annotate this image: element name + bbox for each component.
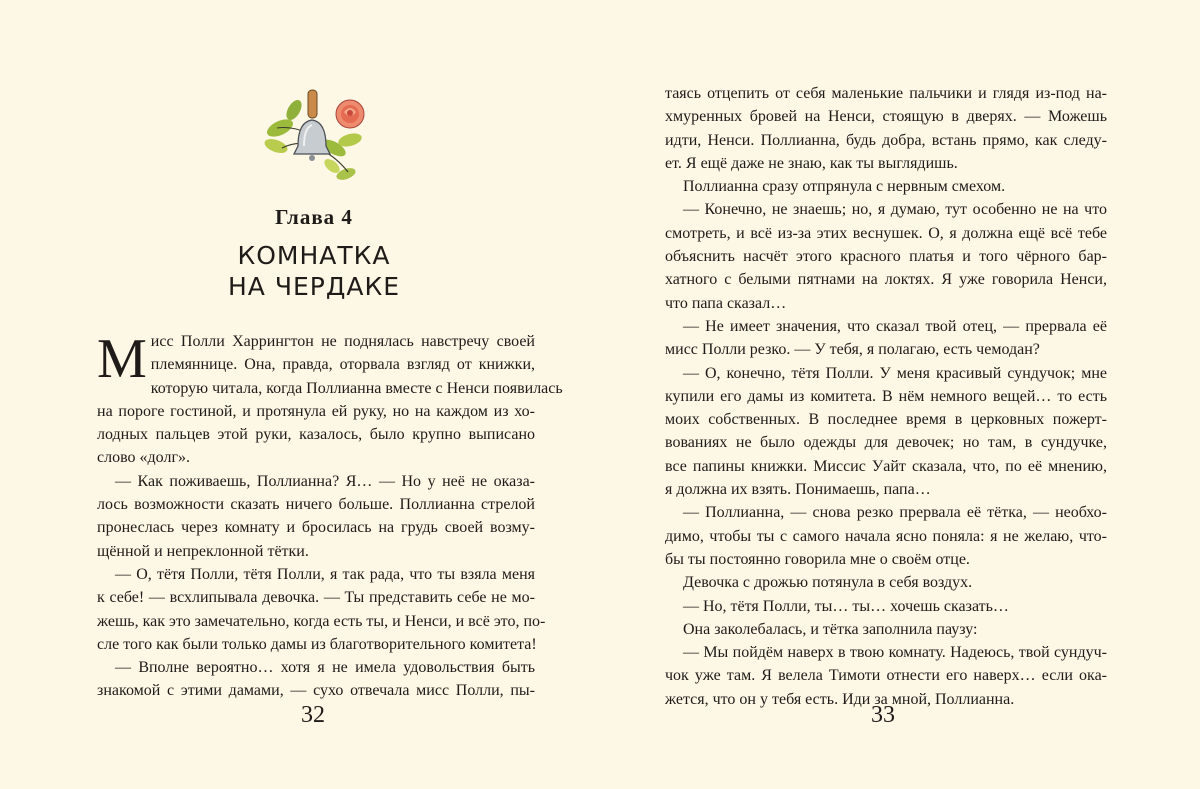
page-number: 33 <box>871 702 895 728</box>
chapter-title <box>0 240 628 302</box>
drop-cap: М <box>97 328 147 390</box>
text-line: я должна их взять. Понимаешь, папа… <box>665 481 931 499</box>
text-line: пронеслась через комнату и бросилась на грудь своей возму- <box>97 519 535 537</box>
text-line: — Не имеет значения, что сказал твой отец, — прервала её <box>683 317 1107 335</box>
text-line: мисс Полли резко. — У тебя, я полагаю, есть чемодан? <box>665 341 1040 359</box>
page-number: 32 <box>301 702 325 728</box>
text-line: щённой и непреклонной тётки. <box>97 542 309 560</box>
text-line: Девочка с дрожью потянула в себя воздух. <box>683 574 973 592</box>
body-text <box>665 82 1107 711</box>
text-line: жется, что он у тебя есть. Иди за мной, Поллианна. <box>665 690 1015 708</box>
text-line: слово «долг». <box>97 449 191 467</box>
text-line: смотреть, и всё из-за этих веснушек. О, я должна ещё всё тебе <box>665 224 1107 242</box>
text-line: бы ты постоянно говорила мне о своём отце. <box>665 550 970 568</box>
text-line: хатного с белыми пятнами на локтях. Я уже говорила Ненси, <box>665 271 1107 289</box>
text-line: — О, тётя Полли, тётя Полли, я так рада, что ты взяла меня <box>115 565 535 583</box>
text-line: племяннице. Она, правда, оторвала взгляд от книжки, <box>150 356 535 374</box>
chapter-label: Глава 4 <box>275 205 353 229</box>
text-line: таясь отцепить от себя маленькие пальчики и глядя из-под на- <box>665 85 1107 102</box>
text-line: сле того как были только дамы из благотворительного комитета! <box>97 635 537 653</box>
text-line: лодных пальцев этой руки, казалось, было крупно выписано <box>97 426 535 444</box>
text-line: — Конечно, не знаешь; но, я думаю, тут особенно не на что <box>683 201 1107 219</box>
text-line: объяснить насчёт этого красного платья и того чёрного бар- <box>665 248 1107 266</box>
text-line: вованиях не было одежды для девочек; но там, в сундучке, <box>665 434 1107 452</box>
text-line: — Вполне вероятно… хотя я не имела удовольствия быть <box>115 659 535 677</box>
text-line: Она заколебалась, и тётка заполнила паузу: <box>683 620 978 638</box>
text-line: — Но, тётя Полли, ты… ты… хочешь сказать… <box>683 597 1009 615</box>
bell-and-rose-ornament <box>262 88 372 188</box>
text-line: хмуренных бровей на Ненси, стоящую в дверях. — Можешь <box>665 108 1107 126</box>
body-text <box>97 328 563 703</box>
text-line: ет. Я ещё даже не знаю, как ты выглядишь. <box>665 154 958 172</box>
text-line: что папа сказал… <box>665 294 787 312</box>
text-line: на пороге гостиной, и протянула ей руку, но на каждом из хо- <box>97 402 535 420</box>
text-line: знакомой с этими дамами, — сухо отвечала мисс Полли, пы- <box>97 682 535 700</box>
text-line: димо, чтобы ты с самого начала ясно поняла: я не желаю, что- <box>665 527 1107 545</box>
chapter-title-line: НА ЧЕРДАКЕ <box>227 272 401 301</box>
text-line: все папины книжки. Миссис Уайт сказала, что, по её мнению, <box>665 457 1107 475</box>
text-line: жешь, как это замечательно, когда есть ты, и Ненси, и всё это, по- <box>97 612 546 630</box>
text-line: — О, конечно, тётя Полли. У меня красивый сундучок; мне <box>683 364 1107 382</box>
text-line: лось возможности сказать ничего больше. Поллианна стрелой <box>97 496 535 514</box>
text-line: — Как поживаешь, Поллианна? Я… — Но у неё не оказа- <box>115 472 535 490</box>
text-line: — Мы пойдём наверх в твою комнату. Надеюсь, твой сундуч- <box>683 644 1107 662</box>
text-line: купили его дамы из комитета. В нём немного вещей… то есть <box>665 387 1107 405</box>
text-line: идти, Ненси. Поллианна, будь добра, встань прямо, как следу- <box>665 131 1107 149</box>
text-line: исс Полли Харрингтон не поднялась навстречу своей <box>150 333 535 350</box>
text-line: моих собственных. В последнее время в церковных пожерт- <box>665 411 1107 429</box>
chapter-title-line: КОМНАТКА <box>237 241 391 270</box>
right-page <box>600 0 1200 789</box>
text-line: которую читала, когда Поллианна вместе с Ненси появилась <box>150 379 563 397</box>
text-line: Поллианна сразу отпрянула с нервным смехом. <box>683 178 1006 196</box>
text-line: — Поллианна, — снова резко прервала её тётка, — необхо- <box>683 504 1107 522</box>
text-line: чок уже там. Я велела Тимоти отнести его наверх… если ока- <box>665 667 1107 685</box>
text-line: к себе! — всхлипывала девочка. — Ты представить себе не мо- <box>97 589 535 607</box>
